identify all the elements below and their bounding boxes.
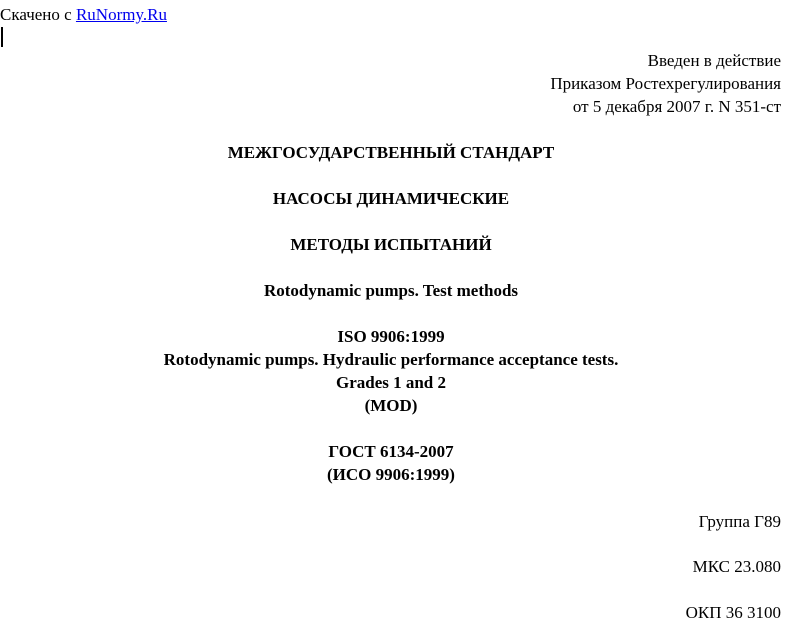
- gost-block: [0, 440, 782, 486]
- standard-subname-heading: МЕТОДЫ ИСПЫТАНИЙ: [290, 235, 492, 254]
- iso-title: Rotodynamic pumps. Hydraulic performance acceptance tests.: [163, 350, 619, 369]
- enactment-line-3: от 5 декабря 2007 г. N 351-ст: [572, 97, 781, 116]
- download-source-prefix: Скачено с: [0, 5, 76, 24]
- group-label: Группа Г89: [698, 512, 781, 531]
- iso-code: ISO 9906:1999: [337, 327, 445, 346]
- standard-name-heading: НАСОСЫ ДИНАМИЧЕСКИЕ: [272, 189, 510, 208]
- enactment-line-1: Введен в действие: [647, 51, 781, 70]
- enactment-line-2: Приказом Ростехрегулирования: [550, 74, 781, 93]
- enactment-block: [550, 49, 781, 118]
- download-source-line: [0, 3, 167, 26]
- english-name-heading: Rotodynamic pumps. Test methods: [263, 281, 519, 300]
- okp-label: ОКП 36 3100: [685, 603, 781, 622]
- iso-mod: (MOD): [364, 396, 418, 415]
- gost-iso-ref: (ИСО 9906:1999): [327, 465, 455, 484]
- gost-code: ГОСТ 6134-2007: [328, 442, 454, 461]
- text-cursor: [1, 27, 3, 47]
- mks-label: МКС 23.080: [692, 557, 781, 576]
- standard-type-heading: МЕЖГОСУДАРСТВЕННЫЙ СТАНДАРТ: [227, 143, 555, 162]
- iso-block: [0, 325, 782, 417]
- iso-grades: Grades 1 and 2: [335, 373, 447, 392]
- runormy-link[interactable]: RuNormy.Ru: [75, 5, 167, 24]
